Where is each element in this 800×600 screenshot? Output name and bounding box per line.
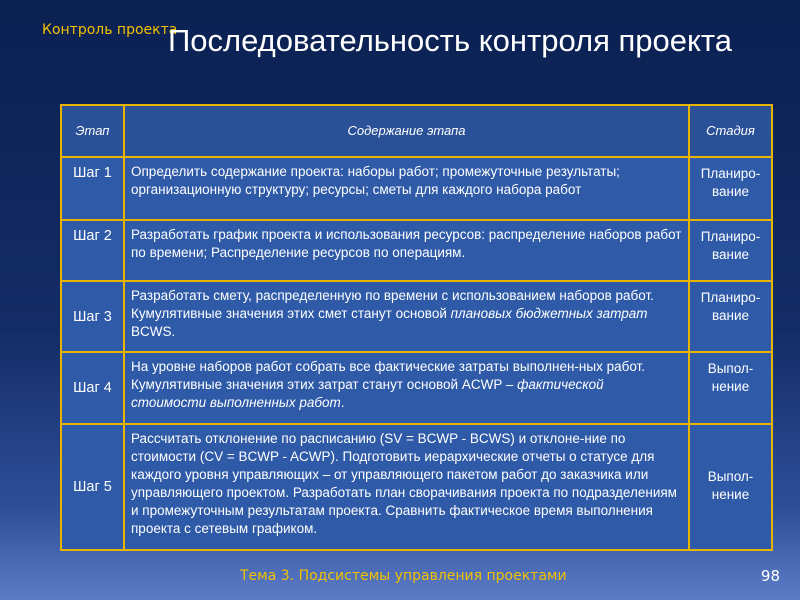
- row-5-stage-text: Выпол-нение: [707, 468, 754, 502]
- row-3-step: Шаг 3: [62, 282, 123, 351]
- control-sequence-table: [60, 104, 773, 551]
- row-5-stage: [690, 425, 771, 549]
- row-2-step: Шаг 2: [62, 221, 123, 280]
- row-4-content-emphasis: фактической стоимости выполненных работ: [131, 377, 604, 410]
- footer-topic: Тема 3. Подсистемы управления проектами: [240, 568, 567, 584]
- row-3-content-emphasis: плановых бюджетных затрат: [450, 306, 648, 321]
- section-label: Контроль проекта: [42, 22, 178, 38]
- row-4-stage: Выпол-нение: [690, 353, 771, 423]
- row-3-stage: Планиро-вание: [690, 282, 771, 351]
- row-4-content-tail: .: [340, 395, 345, 410]
- page-title: Последовательность контроля проекта: [167, 23, 733, 58]
- row-2-stage: Планиро-вание: [690, 221, 771, 280]
- row-4-step: Шаг 4: [62, 353, 123, 423]
- row-3-content-tail: BCWS.: [131, 324, 176, 339]
- row-5-step: Шаг 5: [62, 425, 123, 549]
- row-4-content-text: На уровне наборов работ собрать все фактические затраты выполнен-ных работ. Кумулятивные значения этих затрат станут основой ACWP –: [131, 359, 645, 392]
- row-2-content: Разработать график проекта и использования ресурсов: распределение наборов работ по времени; Распределение ресурсов по операциям.: [125, 221, 688, 280]
- row-1-step: Шаг 1: [62, 158, 123, 219]
- column-header-stage: Стадия: [690, 106, 771, 156]
- row-3-content-text: Разработать смету, распределенную по времени с использованием наборов работ. Кумулятивные значения этих смет станут основой: [131, 288, 654, 321]
- row-1-content: Определить содержание проекта: наборы работ; промежуточные результаты; организационную структуру; ресурсы; сметы для каждого набора работ: [125, 158, 688, 219]
- row-3-content: [125, 282, 688, 351]
- column-header-step: Этап: [62, 106, 123, 156]
- column-header-content: Содержание этапа: [125, 106, 688, 156]
- row-4-content: [125, 353, 688, 423]
- row-1-stage: Планиро-вание: [690, 158, 771, 219]
- row-5-content: Рассчитать отклонение по расписанию (SV = BCWP - BCWS) и отклоне-ние по стоимости (CV = BCWP - ACWP). Подготовить иерархические отчеты о статусе для каждого уровня управляющих – от управляющего пакетом работ до заказчика или управляющего проектом. Разработать план сворачивания проекта по подразделениям и промежуточным результатам проекта. Сравнить фактическое время выполнения проекта с сетевым графиком.: [125, 425, 688, 549]
- page-number: 98: [760, 567, 780, 585]
